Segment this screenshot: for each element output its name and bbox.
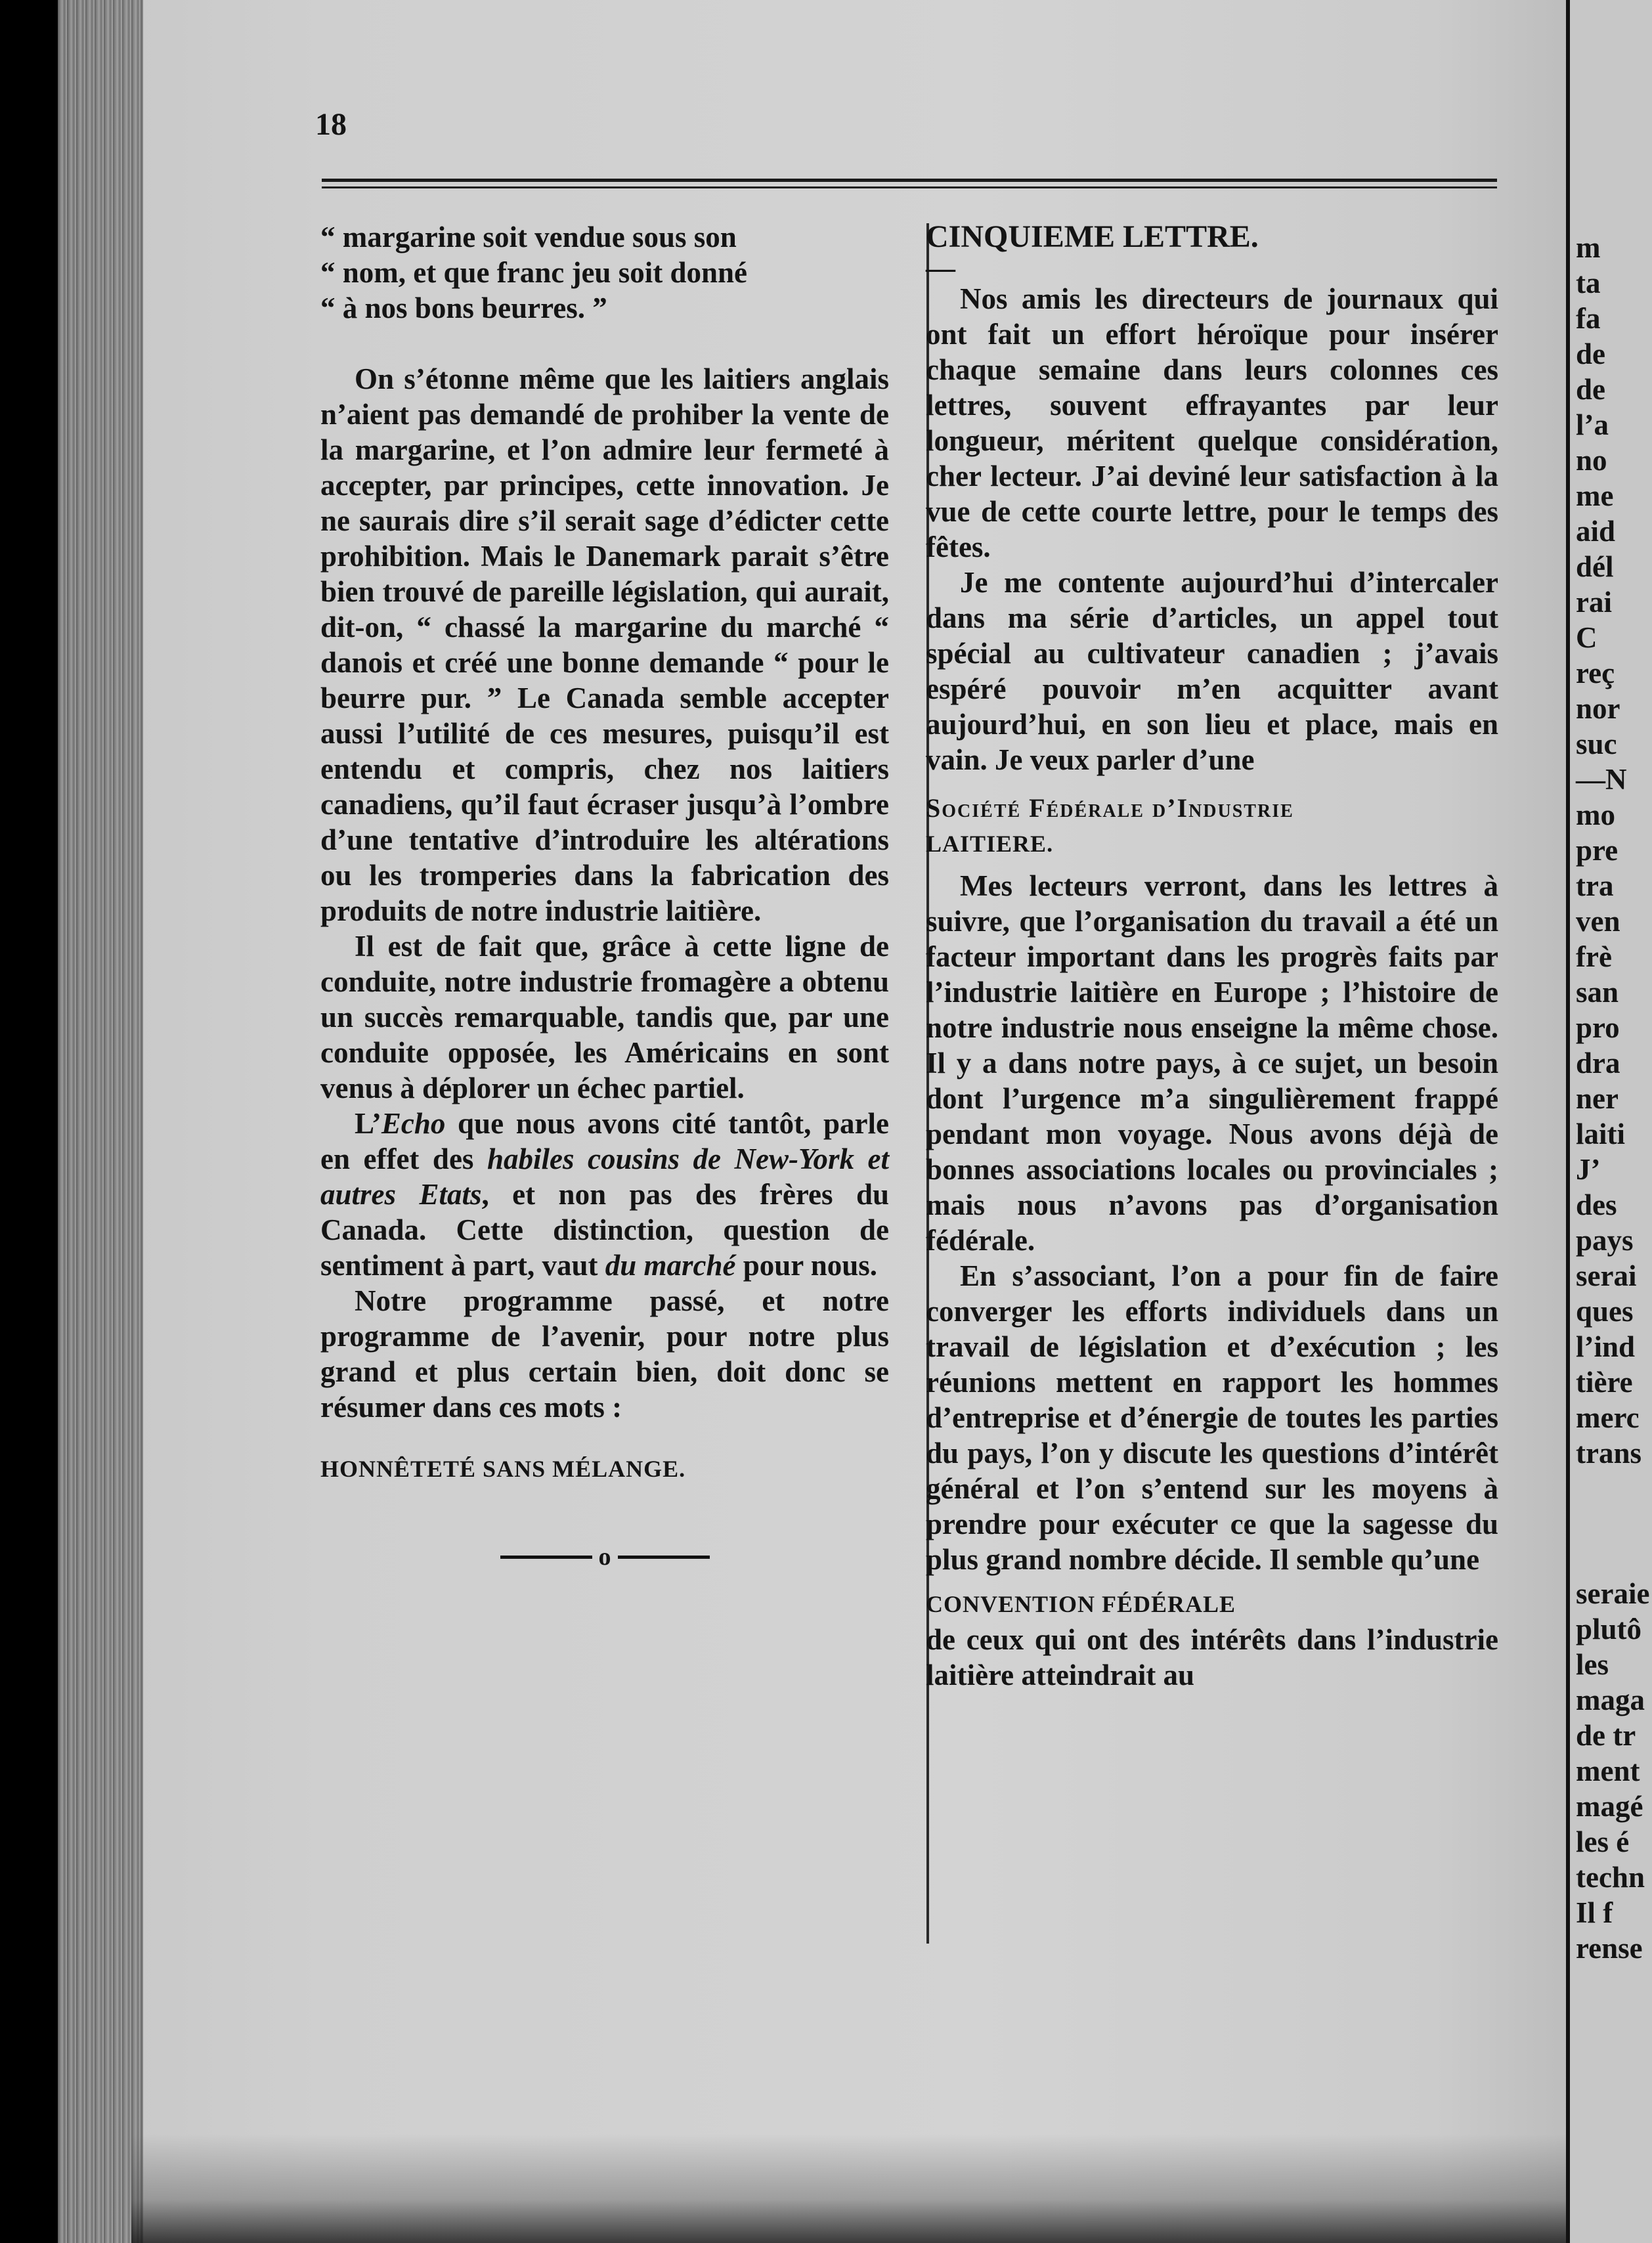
adjacent-page-fragment: ta: [1576, 267, 1601, 299]
adjacent-page-fragment: C: [1576, 621, 1598, 654]
section-separator: [320, 1539, 889, 1575]
adjacent-page-fragment: san: [1576, 976, 1619, 1009]
adjacent-page-fragment: fa: [1576, 302, 1601, 335]
italic-run: Echo: [381, 1107, 446, 1140]
paragraph: Je me contente aujourd’hui d’intercaler dans ma série d’articles, un appel tout spécial au cultivateur canadien ; j’avais espéré pouvoir m’en acquitter avant aujourd’hui, en son lieu et place, mais en vain. Je veux parler d’une: [926, 566, 1498, 776]
paragraph: Mes lecteurs verront, dans les lettres à suivre, que l’organisation du travail a été un facteur important dans les progrès faits par l’industrie laitière en Europe ; l’histoire de notre industrie nous enseigne la même chose. Il y a dans notre pays, à ce sujet, un besoin dont l’urgence m’a singulièrement frappé pendant mon voyage. Nous avons déjà de bonnes associations locales ou provinciales ; mais nous n’avons pas d’organisation fédérale.: [926, 869, 1498, 1257]
adjacent-page-fragment: rai: [1576, 586, 1612, 619]
page-number: 18: [315, 107, 347, 142]
adjacent-page-fragment: seraie: [1576, 1577, 1650, 1610]
adjacent-page-fragment: les: [1576, 1648, 1609, 1681]
adjacent-page-fragment: ment: [1576, 1754, 1640, 1787]
adjacent-page-fragment: merc: [1576, 1401, 1640, 1434]
adjacent-page-fragment: aid: [1576, 515, 1616, 548]
adjacent-page-fragment: suc: [1576, 728, 1617, 760]
adjacent-page-fragment: pre: [1576, 834, 1619, 867]
adjacent-page-fragment: me: [1576, 479, 1614, 512]
subheading: CONVENTION FÉDÉRALE: [926, 1591, 1236, 1617]
adjacent-page-fragment: Il f: [1576, 1896, 1613, 1929]
adjacent-page-fragment: plutô: [1576, 1613, 1642, 1645]
adjacent-page-fragment: frè: [1576, 940, 1612, 973]
subheading: Société Fédérale d’Industrie: [926, 793, 1294, 823]
letter-heading: CINQUIEME LETTRE.: [926, 219, 1259, 254]
adjacent-page-fragment: techn: [1576, 1861, 1645, 1894]
quote-line: “ à nos bons beurres. ”: [320, 292, 607, 324]
adjacent-page-fragment: les é: [1576, 1825, 1630, 1858]
separator-mark: o: [598, 1543, 611, 1571]
heading-dash: —: [926, 251, 955, 284]
adjacent-page-fragment: dél: [1576, 550, 1614, 583]
adjacent-page-fragment: maga: [1576, 1684, 1645, 1716]
adjacent-page-fragment: dra: [1576, 1047, 1620, 1079]
adjacent-page-fragment: ner: [1576, 1082, 1619, 1115]
adjacent-page-fragment: serai: [1576, 1259, 1637, 1292]
adjacent-page-fragment: tière: [1576, 1366, 1633, 1399]
adjacent-page-fragment: l’ind: [1576, 1330, 1636, 1363]
adjacent-page-fragment: l’a: [1576, 408, 1609, 441]
adjacent-page-fragment: J’: [1576, 1153, 1601, 1186]
separator-bar: [618, 1556, 710, 1559]
adjacent-page-fragment: trans: [1576, 1437, 1641, 1470]
quote-line: “ nom, et que franc jeu soit donné: [320, 256, 747, 289]
adjacent-page-fragment: ques: [1576, 1295, 1634, 1328]
adjacent-page-fragment: pro: [1576, 1011, 1620, 1044]
italic-run: habiles cousins de New-York et autres Etats: [320, 1143, 889, 1211]
adjacent-page-fragment: mo: [1576, 798, 1615, 831]
text-run: , et non pas des frères du Canada. Cette distinction, question de sentiment à part, vaut: [320, 1178, 890, 1282]
adjacent-page-fragment: des: [1576, 1188, 1617, 1221]
adjacent-page-fragment: magé: [1576, 1790, 1643, 1823]
adjacent-page-fragment: pays: [1576, 1224, 1634, 1257]
paragraph: On s’étonne même que les laitiers anglais n’aient pas demandé de prohiber la vente de la margarine, et l’on admire leur fermeté à accepter, par principes, cette innovation. Je ne saurais dire s’il serait sage d’édicter cette prohibition. Mais le Danemark parait s’être bien trouvé de pareille législation, qui aurait, dit-on, “ chassé la margarine du marché “ danois et créé une bonne demande “ pour le beurre pur. ” Le Canada semble accepter aussi l’utilité de ces mesures, puisqu’il est entendu et compris, chez nos laitiers canadiens, qu’il faut écraser jusqu’à l’ombre d’une tentative d’introduire les altérations ou les tromperies dans la fabrication des produits de notre industrie laitière.: [320, 362, 889, 927]
adjacent-page-fragment: reç: [1576, 657, 1615, 689]
adjacent-page-fragment: laiti: [1576, 1118, 1625, 1150]
adjacent-page-fragment: no: [1576, 444, 1607, 477]
italic-run: du marché: [605, 1249, 736, 1282]
paragraph: Notre programme passé, et notre programme de l’avenir, pour notre plus grand et plus certain bien, doit donc se résumer dans ces mots :: [320, 1284, 889, 1424]
left-column: [320, 219, 889, 1575]
paragraph: Il est de fait que, grâce à cette ligne de conduite, notre industrie fromagère a obtenu un succès remarquable, tandis que, par une conduite opposée, les Américains en sont venus à déplorer un échec partiel.: [320, 930, 889, 1104]
page-edge-shadow: [58, 0, 143, 2243]
header-rule-bottom: [322, 186, 1497, 188]
adjacent-page-fragment: tra: [1576, 869, 1614, 902]
adjacent-page-fragment: m: [1576, 231, 1601, 264]
spacer: [320, 326, 889, 361]
text-run: que nous avons cité tantôt, parle en effet des: [320, 1107, 889, 1175]
subheading: LAITIERE.: [926, 831, 1054, 857]
adjacent-page-fragment: de: [1576, 338, 1605, 370]
adjacent-page-fragment: de tr: [1576, 1719, 1636, 1752]
adjacent-page-fragment: nor: [1576, 692, 1620, 725]
quote-line: “ margarine soit vendue sous son: [320, 221, 737, 253]
paragraph: Nos amis les directeurs de journaux qui ont fait un effort héroïque pour insérer chaque semaine dans leurs colonnes ces lettres, souvent effrayantes par leur longueur, méritent quelque considération, cher lecteur. J’ai deviné leur satisfaction à la vue de cette courte lettre, pour le temps des fêtes.: [926, 282, 1498, 563]
header-rule-top: [322, 179, 1497, 182]
adjacent-page-fragment: —N: [1576, 763, 1627, 796]
paragraph: de ceux qui ont des intérêts dans l’industrie laitière atteindrait au: [926, 1623, 1498, 1691]
adjacent-page-fragment: rense: [1576, 1932, 1643, 1965]
paragraph: En s’associant, l’on a pour fin de faire converger les efforts individuels dans un travail de législation et d’exécution ; les réunions mettent en rapport les hommes d’entreprise et d’énergie de toutes les parties du pays, l’on y discute les questions d’intérêt général et l’on s’entend sur les moyens à prendre pour exécuter ce que la sagesse du plus grand nombre décide. Il semble qu’une: [926, 1259, 1498, 1576]
motto: HONNÊTETÉ SANS MÉLANGE.: [320, 1456, 686, 1482]
adjacent-page-fragment: de: [1576, 373, 1605, 406]
paragraph: [320, 1106, 889, 1283]
text-run: pour nous.: [735, 1249, 878, 1282]
page-bottom-shadow: [131, 2134, 1576, 2243]
text-run: L’: [355, 1107, 381, 1140]
adjacent-page-fragment: ven: [1576, 905, 1620, 938]
separator-bar: [500, 1556, 592, 1559]
right-column: [926, 219, 1498, 1693]
